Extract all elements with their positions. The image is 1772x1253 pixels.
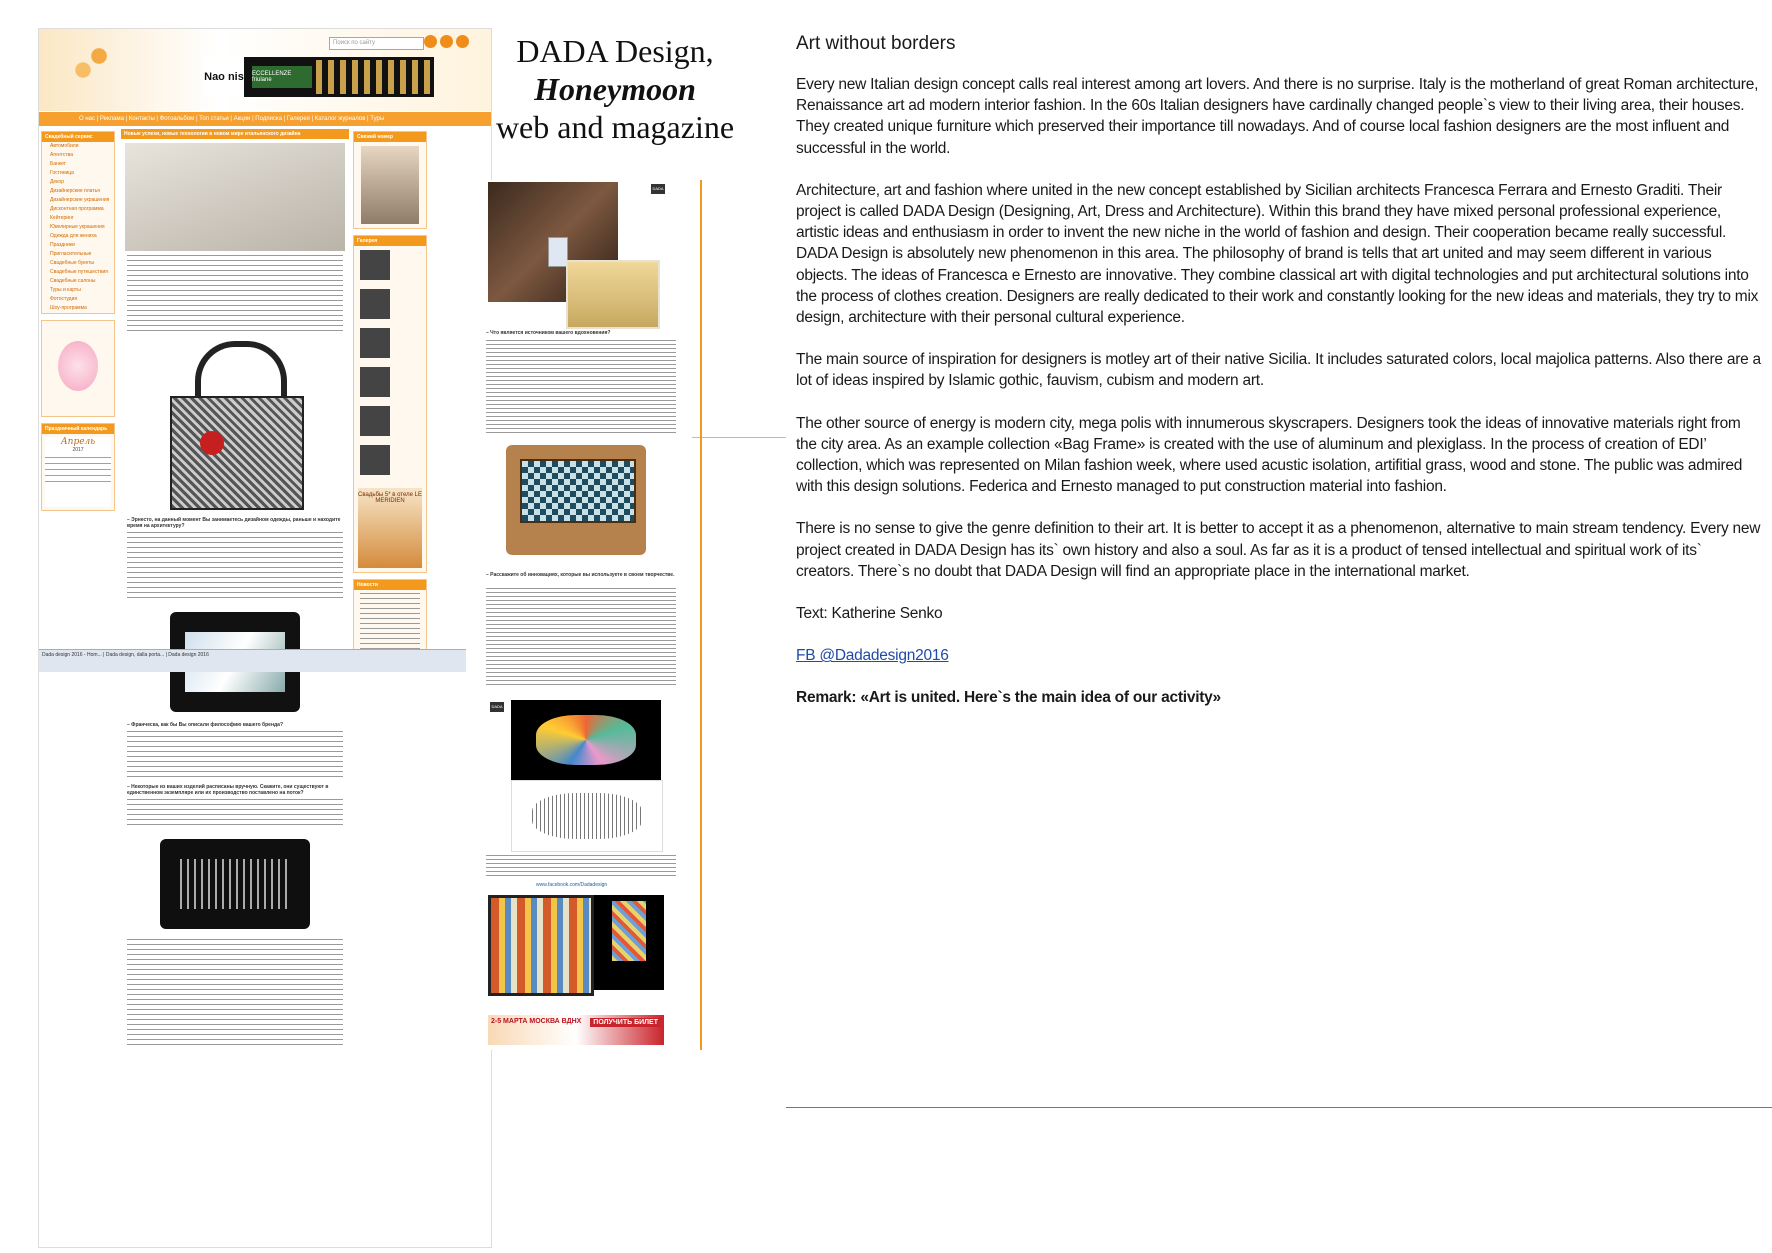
article-text-block [127, 939, 343, 1049]
heading-line-1: DADA Design, [516, 33, 714, 69]
facebook-link[interactable]: FB @Dadadesign2016 [796, 647, 949, 665]
article-text-block [127, 731, 343, 781]
article-photo [125, 143, 345, 251]
gallery-thumb[interactable] [360, 406, 390, 436]
sidebar-link[interactable]: Ювелирные украшения [50, 224, 105, 230]
article [796, 32, 1762, 730]
bottles-image [316, 60, 430, 94]
dada-logo: DADA [651, 184, 665, 194]
article-paragraph-3: The main source of inspiration for designers is motley art of their native Sicilia. It includes saturated colors, local majolica patterns. Also there are a lot of ideas inspired by Islamic gothic, fauvism, cubism and modern art. [796, 351, 1761, 390]
article-remark: Remark: «Art is united. Here`s the main idea of our activity» [796, 689, 1221, 707]
gallery-thumb[interactable] [360, 445, 390, 475]
banner-text: ECCELLENZE friulane [252, 66, 312, 88]
magazine-text-block [486, 340, 676, 435]
majolica-bag-photo [506, 445, 646, 555]
sidebar-link[interactable]: Свадебные путешествия [50, 269, 108, 275]
sidebar-link[interactable]: Банкет [50, 161, 66, 167]
gallery-thumb[interactable] [360, 328, 390, 358]
article-title: Новые успехи, новые технологии в новом мире итальянского дизайна [121, 129, 349, 139]
sidebar-link[interactable]: Туры и карты [50, 287, 81, 293]
sidebar-link[interactable]: Свадебные салоны [50, 278, 96, 284]
article-text-block [127, 255, 343, 335]
facebook-link[interactable]: www.facebook.com/Dadadesign [536, 882, 608, 888]
calendar-year: 2017 [72, 447, 84, 453]
calendar [45, 437, 111, 507]
article-text-block [127, 532, 343, 602]
sidebar-ad[interactable] [41, 320, 115, 417]
interview-question: – Эрнесто, на данный момент Вы занимаетесь дизайном одежды, раньше и находите время на архитектуру? [127, 517, 341, 529]
dress-image [58, 341, 98, 391]
calendar-grid[interactable] [45, 457, 111, 487]
calendar-box [41, 423, 115, 511]
gallery-thumb[interactable] [360, 289, 390, 319]
handbag-image [160, 341, 310, 511]
bowtie-photo [511, 780, 663, 852]
heading-line-3: web and magazine [495, 109, 735, 145]
section-heading [480, 32, 750, 146]
magazine-text-block [486, 855, 676, 877]
bottom-rule [786, 1107, 1772, 1108]
article-paragraph-2: Architecture, art and fashion where united in the new concept established by Sicilian architects Francesca Ferrara and Ernesto Graditi. Their project is called DADA Design (Designing, Art, Dress and Architecture). Within this brand they have mixed personal professional experience, artistic ideas and enthusiasm in order to invent the new niche in the world of fashion and design. Their cooperation became really successful. DADA Design is absolutely new phenomenon in this area. The philosophy of brand is tells that art united and may seem different in various objects. The ideas of Francesca e Ernesto are innovative. They combine classical art with digital technologies and put architectural solutions into the process of clothes creation. Designers are really dedicated to their work and constantly looking for the new ideas and materials, they try to mix design, architecture with their personal cultural experience. [796, 181, 1759, 327]
sidebar-link[interactable]: Дизайнерские платья [50, 188, 100, 194]
box-title: Свадебный сервис [42, 132, 114, 142]
article-paragraph-1: Every new Italian design concept calls real interest among art lovers. And there is no surprise. Italy is the motherland of great Roman architecture, Renaissance art ad modern interior fashion. In the 60s Italian designers have cardinally changed people`s view to their living area, their houses. They created unique furniture which preserved their importance till nowadays. And of course local fashion designers are the most influent and successful in the world. [796, 76, 1759, 157]
site-header [39, 29, 491, 111]
gallery-thumb[interactable] [360, 367, 390, 397]
gallery-box [353, 235, 427, 573]
sidebar-link[interactable]: Декор [50, 179, 64, 185]
magazine-page [466, 180, 692, 1050]
site-search-input[interactable]: Поиск по сайту [329, 37, 424, 50]
meridien-ad[interactable]: Свадьбы 5* в отеле LE MERIDIEN [358, 488, 422, 568]
sidebar-link-list [42, 142, 114, 313]
box-title: Новости [354, 580, 426, 590]
ornament-decoration [43, 35, 123, 105]
browser-taskbar[interactable]: Dada design 2016 - Hom... | Dada design, dalla porta... | Dada design 2016 [39, 649, 492, 672]
expo-ad[interactable] [488, 1015, 664, 1045]
gold-bag-photo [566, 260, 660, 329]
sidebar-link[interactable]: Шоу-программа [50, 305, 87, 311]
center-column [121, 129, 349, 1239]
sidebar-link[interactable]: Пригласительные [50, 251, 92, 257]
sidebar-link[interactable]: Свадебные букеты [50, 260, 95, 266]
article-credit: Text: Katherine Senko [796, 605, 943, 623]
magazine-text-block [486, 588, 676, 688]
sidebar-link[interactable]: Дисконтная программа [50, 206, 104, 212]
wedding-service-box [41, 131, 115, 314]
bowtie-photo [511, 700, 661, 780]
sidebar-link[interactable]: Автомобили [50, 143, 79, 149]
heading-line-2: Honeymoon [534, 71, 696, 107]
fresh-issue-box[interactable] [353, 131, 427, 229]
article-paragraph-4: The other source of energy is modern city, mega polis with innumerous skyscrapers. Designers took the ideas of innovative materials right from the city area. As an example collection «Bag Frame» is created with the use of aluminum and plexiglass. In the process of creation of EDI’ collection, which was represented on Milan fashion week, where used acustic isolation, artifitial grass, wood and stone. The public was admired with this design solutions. Federica and Ernesto managed to put construction material into fashion. [796, 414, 1743, 496]
interview-question: – Франческа, как бы Вы описали философию вашего бренда? [127, 722, 283, 728]
banner-logo: Nao nis [204, 57, 244, 97]
article-title: Art without borders [796, 33, 956, 54]
wallet-image [160, 839, 310, 929]
wine-banner[interactable] [204, 57, 434, 97]
sidebar-link[interactable]: Агентства [50, 152, 73, 158]
ad-text-left: 2-5 МАРТА МОСКВА ВДНХ [491, 1018, 582, 1025]
search-button-icon[interactable] [424, 35, 437, 48]
social-icon[interactable] [456, 35, 469, 48]
magazine-question: – Расскажите об инновациях, которые вы используете в своем творчестве. [486, 572, 675, 578]
sidebar-link[interactable]: Кейтеринг [50, 215, 74, 221]
magazine-cover [361, 146, 419, 224]
chair-photo [594, 895, 664, 990]
page-edge-rule [700, 180, 702, 1050]
sidebar-link[interactable]: Дизайнерские украшения [50, 197, 110, 203]
left-sidebar [39, 129, 117, 689]
box-title: Галерея [354, 236, 426, 246]
social-icon[interactable] [440, 35, 453, 48]
sidebar-link[interactable]: Фотостудия [50, 296, 78, 302]
ad-text-right[interactable]: ПОЛУЧИТЬ БИЛЕТ [590, 1018, 661, 1027]
sidebar-link[interactable]: Праздники [50, 242, 75, 248]
gallery-thumb[interactable] [360, 250, 390, 280]
dada-logo: DADA [490, 702, 504, 712]
box-title: Праздничный календарь [42, 424, 114, 434]
site-nav[interactable]: О нас | Реклама | Контакты | Фотоальбом | Топ статьи | Акции | Подписка | Галерея | Каталог журналов | Туры [39, 111, 491, 127]
interview-question: – Некоторые из ваших изделий расписаны вручную. Скажите, они существуют в единственном экземпляре или их производство поставлено на поток? [127, 784, 329, 796]
box-title: Свежий номер [354, 132, 426, 142]
calendar-month: Апрель [60, 437, 96, 447]
article-paragraph-5: There is no sense to give the genre definition to their art. It is better to accept it as a phenomenon, alternative to main stream tendency. Every new project created in DADA Design has its` own history and also a soul. As far as it is a product of tensed intellectual and spiritual work of its` creators. There`s no doubt that DADA Design will find an appropriate place in the international market. [796, 520, 1761, 580]
website-screenshot [38, 28, 492, 1248]
right-sidebar [351, 129, 429, 689]
sidebar-link[interactable]: Гостиница [50, 170, 74, 176]
sidebar-link[interactable]: Одежда для жениха [50, 233, 97, 239]
article-text-block [127, 799, 343, 829]
dresser-photo [488, 895, 594, 996]
magazine-question: – Что является источником вашего вдохновения? [486, 330, 611, 336]
